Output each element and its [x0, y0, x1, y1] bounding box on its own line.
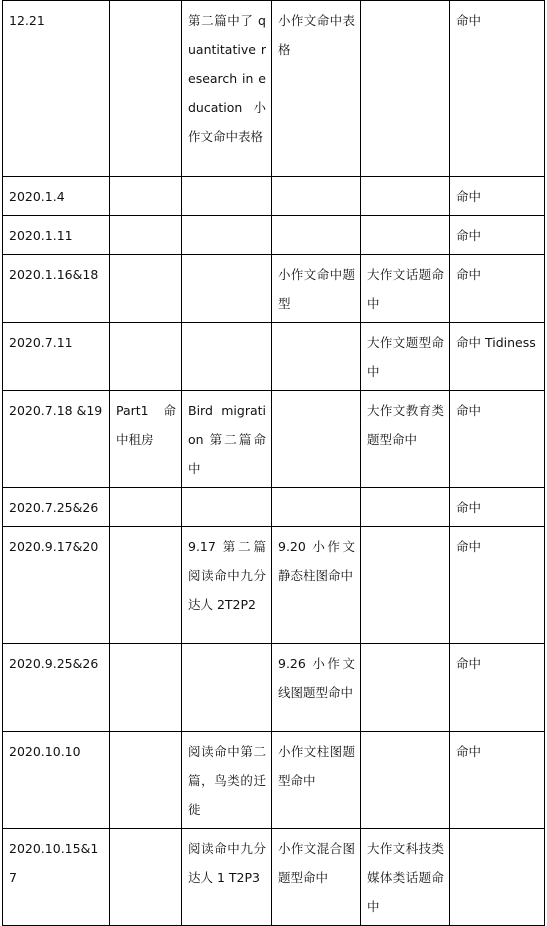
cell-big-essay: 大作文话题命中: [361, 255, 450, 323]
table-row: [3, 323, 545, 391]
cell-small-essay: 小作文混合图题型命中: [272, 829, 361, 926]
cell-listening: [110, 644, 182, 732]
cell-big-essay: [361, 177, 450, 216]
cell-date: 2020.7.18 &19: [3, 391, 110, 488]
cell-big-essay: [361, 488, 450, 527]
cell-reading: 阅读命中九分达人 1 T2P3: [182, 829, 272, 926]
table-body: [3, 1, 545, 926]
cell-date: 2020.7.11: [3, 323, 110, 391]
table-row: [3, 216, 545, 255]
cell-big-essay: [361, 732, 450, 829]
cell-date: 2020.1.16&18: [3, 255, 110, 323]
table-row: [3, 391, 545, 488]
cell-reading: [182, 177, 272, 216]
cell-reading: [182, 255, 272, 323]
cell-reading: [182, 644, 272, 732]
cell-speaking: 命中: [450, 177, 545, 216]
table-row: [3, 732, 545, 829]
cell-listening: [110, 255, 182, 323]
cell-listening: [110, 177, 182, 216]
cell-small-essay: [272, 323, 361, 391]
cell-small-essay: [272, 177, 361, 216]
cell-listening: [110, 216, 182, 255]
cell-small-essay: 小作文命中题型: [272, 255, 361, 323]
cell-small-essay: 小作文命中表格: [272, 1, 361, 177]
table-row: [3, 177, 545, 216]
cell-listening: [110, 488, 182, 527]
cell-date: 2020.1.11: [3, 216, 110, 255]
cell-small-essay: 小作文柱图题型命中: [272, 732, 361, 829]
cell-big-essay: [361, 1, 450, 177]
cell-big-essay: [361, 216, 450, 255]
cell-speaking: 命中: [450, 644, 545, 732]
cell-small-essay: 9.26 小作文线图题型命中: [272, 644, 361, 732]
table-row: [3, 527, 545, 644]
prediction-hit-table: [2, 0, 545, 926]
cell-speaking: 命中: [450, 255, 545, 323]
cell-reading: 阅读命中第二篇，鸟类的迁徙: [182, 732, 272, 829]
cell-date: 2020.7.25&26: [3, 488, 110, 527]
cell-big-essay: 大作文科技类媒体类话题命中: [361, 829, 450, 926]
cell-speaking: 命中: [450, 391, 545, 488]
cell-reading: 第二篇中了 quantitative research in education 小作文命中表格: [182, 1, 272, 177]
table-row: [3, 1, 545, 177]
cell-speaking: 命中: [450, 527, 545, 644]
cell-big-essay: [361, 644, 450, 732]
cell-listening: [110, 829, 182, 926]
cell-big-essay: 大作文教育类题型命中: [361, 391, 450, 488]
cell-reading: 9.17 第二篇阅读命中九分达人 2T2P2: [182, 527, 272, 644]
cell-speaking: 命中: [450, 1, 545, 177]
table-row: [3, 644, 545, 732]
cell-date: 2020.10.15&17: [3, 829, 110, 926]
cell-speaking: 命中: [450, 216, 545, 255]
cell-listening: Part1 命中租房: [110, 391, 182, 488]
cell-small-essay: [272, 488, 361, 527]
cell-speaking: 命中: [450, 488, 545, 527]
cell-speaking: 命中: [450, 732, 545, 829]
cell-reading: Bird migration 第二篇命中: [182, 391, 272, 488]
cell-small-essay: [272, 216, 361, 255]
cell-small-essay: 9.20 小作文静态柱图命中: [272, 527, 361, 644]
cell-big-essay: 大作文题型命中: [361, 323, 450, 391]
cell-date: 12.21: [3, 1, 110, 177]
cell-small-essay: [272, 391, 361, 488]
cell-date: 2020.1.4: [3, 177, 110, 216]
table-row: [3, 829, 545, 926]
cell-reading: [182, 323, 272, 391]
cell-listening: [110, 1, 182, 177]
cell-big-essay: [361, 527, 450, 644]
cell-date: 2020.9.17&20: [3, 527, 110, 644]
table-row: [3, 488, 545, 527]
cell-listening: [110, 527, 182, 644]
cell-reading: [182, 488, 272, 527]
cell-speaking: [450, 829, 545, 926]
cell-speaking: 命中 Tidiness: [450, 323, 545, 391]
cell-listening: [110, 323, 182, 391]
cell-reading: [182, 216, 272, 255]
cell-date: 2020.10.10: [3, 732, 110, 829]
table-row: [3, 255, 545, 323]
cell-date: 2020.9.25&26: [3, 644, 110, 732]
cell-listening: [110, 732, 182, 829]
